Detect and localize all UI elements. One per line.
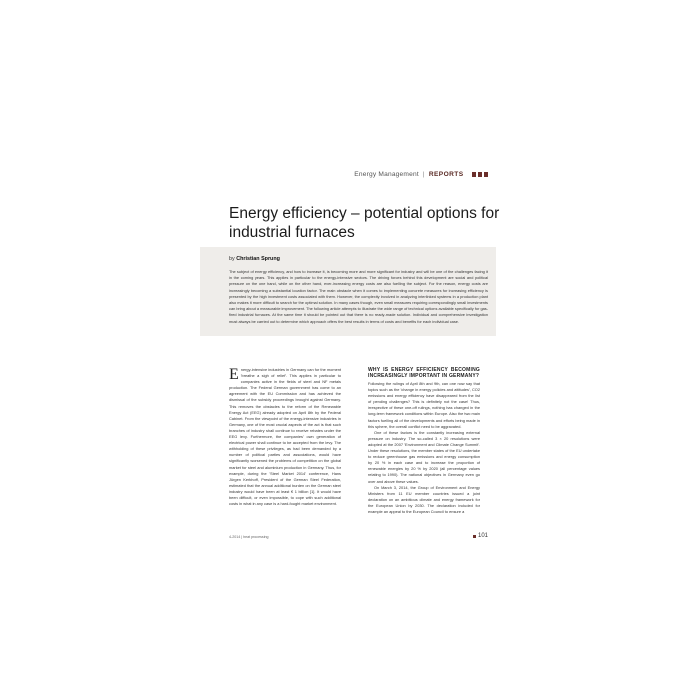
running-header xyxy=(354,171,488,178)
left-column xyxy=(229,367,341,507)
page-number: 101 xyxy=(477,533,488,539)
bullet-icon xyxy=(473,535,476,538)
author-name: Christian Sprung xyxy=(236,256,280,262)
square-icon xyxy=(478,172,483,177)
drop-cap: E xyxy=(229,366,239,383)
right-column xyxy=(368,367,480,515)
article-title: Energy efficiency – potential options for industrial furnaces xyxy=(229,205,500,241)
byline xyxy=(229,256,280,262)
byline-prefix: by xyxy=(229,256,235,262)
right-paragraph-2: One of these factors is the constantly increasing external pressure on industry. The so-called 3 × 20 resolutions were adopted at the 2007 'Environment and Climate Change Summit'. Under these resolutions, the member states of the EU undertake to reduce greenhouse gas emissions and energy consumption by 20 % in each case and to increase the proportion of renewable energies by 20 % by 2020 (all percentage values relating to 1990). The national objectives in Germany even go over and above these values. xyxy=(368,429,480,484)
abstract-text: The subject of energy efficiency, and how to increase it, is becoming more and more significant for industry and will be one of the challenges facing it in the coming years. This applies in particular to the energy-intensive sectors. The driving forces behind this development are social and political pressure on the one hand, while on the other hand, ever-increasing energy costs are also fuelling the subject. For the reason, energy costs are increasingly becoming a substantial location factor. The main obstacle when it comes to implementing concrete measures for increasing efficiency is presented by the high investment costs associated with them. However, the complexity involved in analyzing interlinked systems in a production plant also makes it more difficult to search for the optimal solution. In many cases though, even small measures requiring correspondingly small investments can bring about a measurable improvement. The following article attempts to illustrate the wide range of technical options available specifically for gas-fired industrial furnaces. At the same time it should be pointed out that there is no ready-made solution. Individual and comprehensive investigation must always be carried out to determine which approach offers the best results in terms of costs and benefits for each individual case. xyxy=(229,269,489,324)
header-category: Energy Management xyxy=(354,171,419,178)
header-section: REPORTS xyxy=(428,171,464,178)
square-icon xyxy=(472,172,477,177)
header-separator: | xyxy=(422,171,425,178)
left-column-text: nergy-intensive industries in Germany can for the moment 'breathe a sigh of relief'. This applies in particular to companies active in the fields of steel and NF metals production. The Federal German government has come to an agreement with the EU Commission and has achieved the dismissal of the subsidy proceedings brought against Germany. This removes the obstacles to the reform of the Renewable Energy Act (EEG) already adopted on April 8th by the Federal Cabinet. From the viewpoint of the energy-intensive industries in Germany, one of the most crucial aspects of the act is that such branches of industry shall continue to receive rebates under the EEG levy. Furthermore, the companies' own generation of electrical power shall continue to be accepted from the levy. The withholding of these privileges, as had been demanded by a number of political parties and associations, would have significantly worsened the problems of competition on the global market for steel and aluminium production in Germany. Thus, for example, during the 'Steel Market 2014' conference, Hans Jürgen Kerkhoff, President of the German Steel Federation, estimated that the annual additional burden on the German steel industry would have been at least € 1 billion [1]. It would have been difficult, or even impossible, to cope with such additional costs in what in any case is a hard-fought market environment. xyxy=(229,367,341,507)
footer-page xyxy=(473,533,488,539)
footer-publication: 4-2014 | heat processing xyxy=(229,535,269,539)
square-icon xyxy=(484,172,489,177)
right-paragraph-1: Following the rulings of April 8th and 9th, can one now say that topics such as the 'change in energy policies and attitudes', CO2 emissions and energy efficiency have disappeared from the list of pending challenges? This is definitely not the case! Thus, irrespective of these one-off rulings, nothing has changed in the long-term framework conditions within Europe. Also the two main factors fuelling all of the developments and efforts being made in this sphere, the overall conflict need to be aggravated. xyxy=(368,381,480,429)
right-paragraph-3: On March 3, 2014, the Group of Environment and Energy Ministers from 11 EU member countries issued a joint declaration on an ambitious climate and energy framework for the European Union by 2030. The declaration included for example an appeal to the European Council to ensure a xyxy=(368,484,480,514)
header-squares-icon xyxy=(472,172,489,177)
section-subheading: WHY IS ENERGY EFFICIENCY BECOMING INCREASINGLY IMPORTANT IN GERMANY? xyxy=(368,367,480,379)
